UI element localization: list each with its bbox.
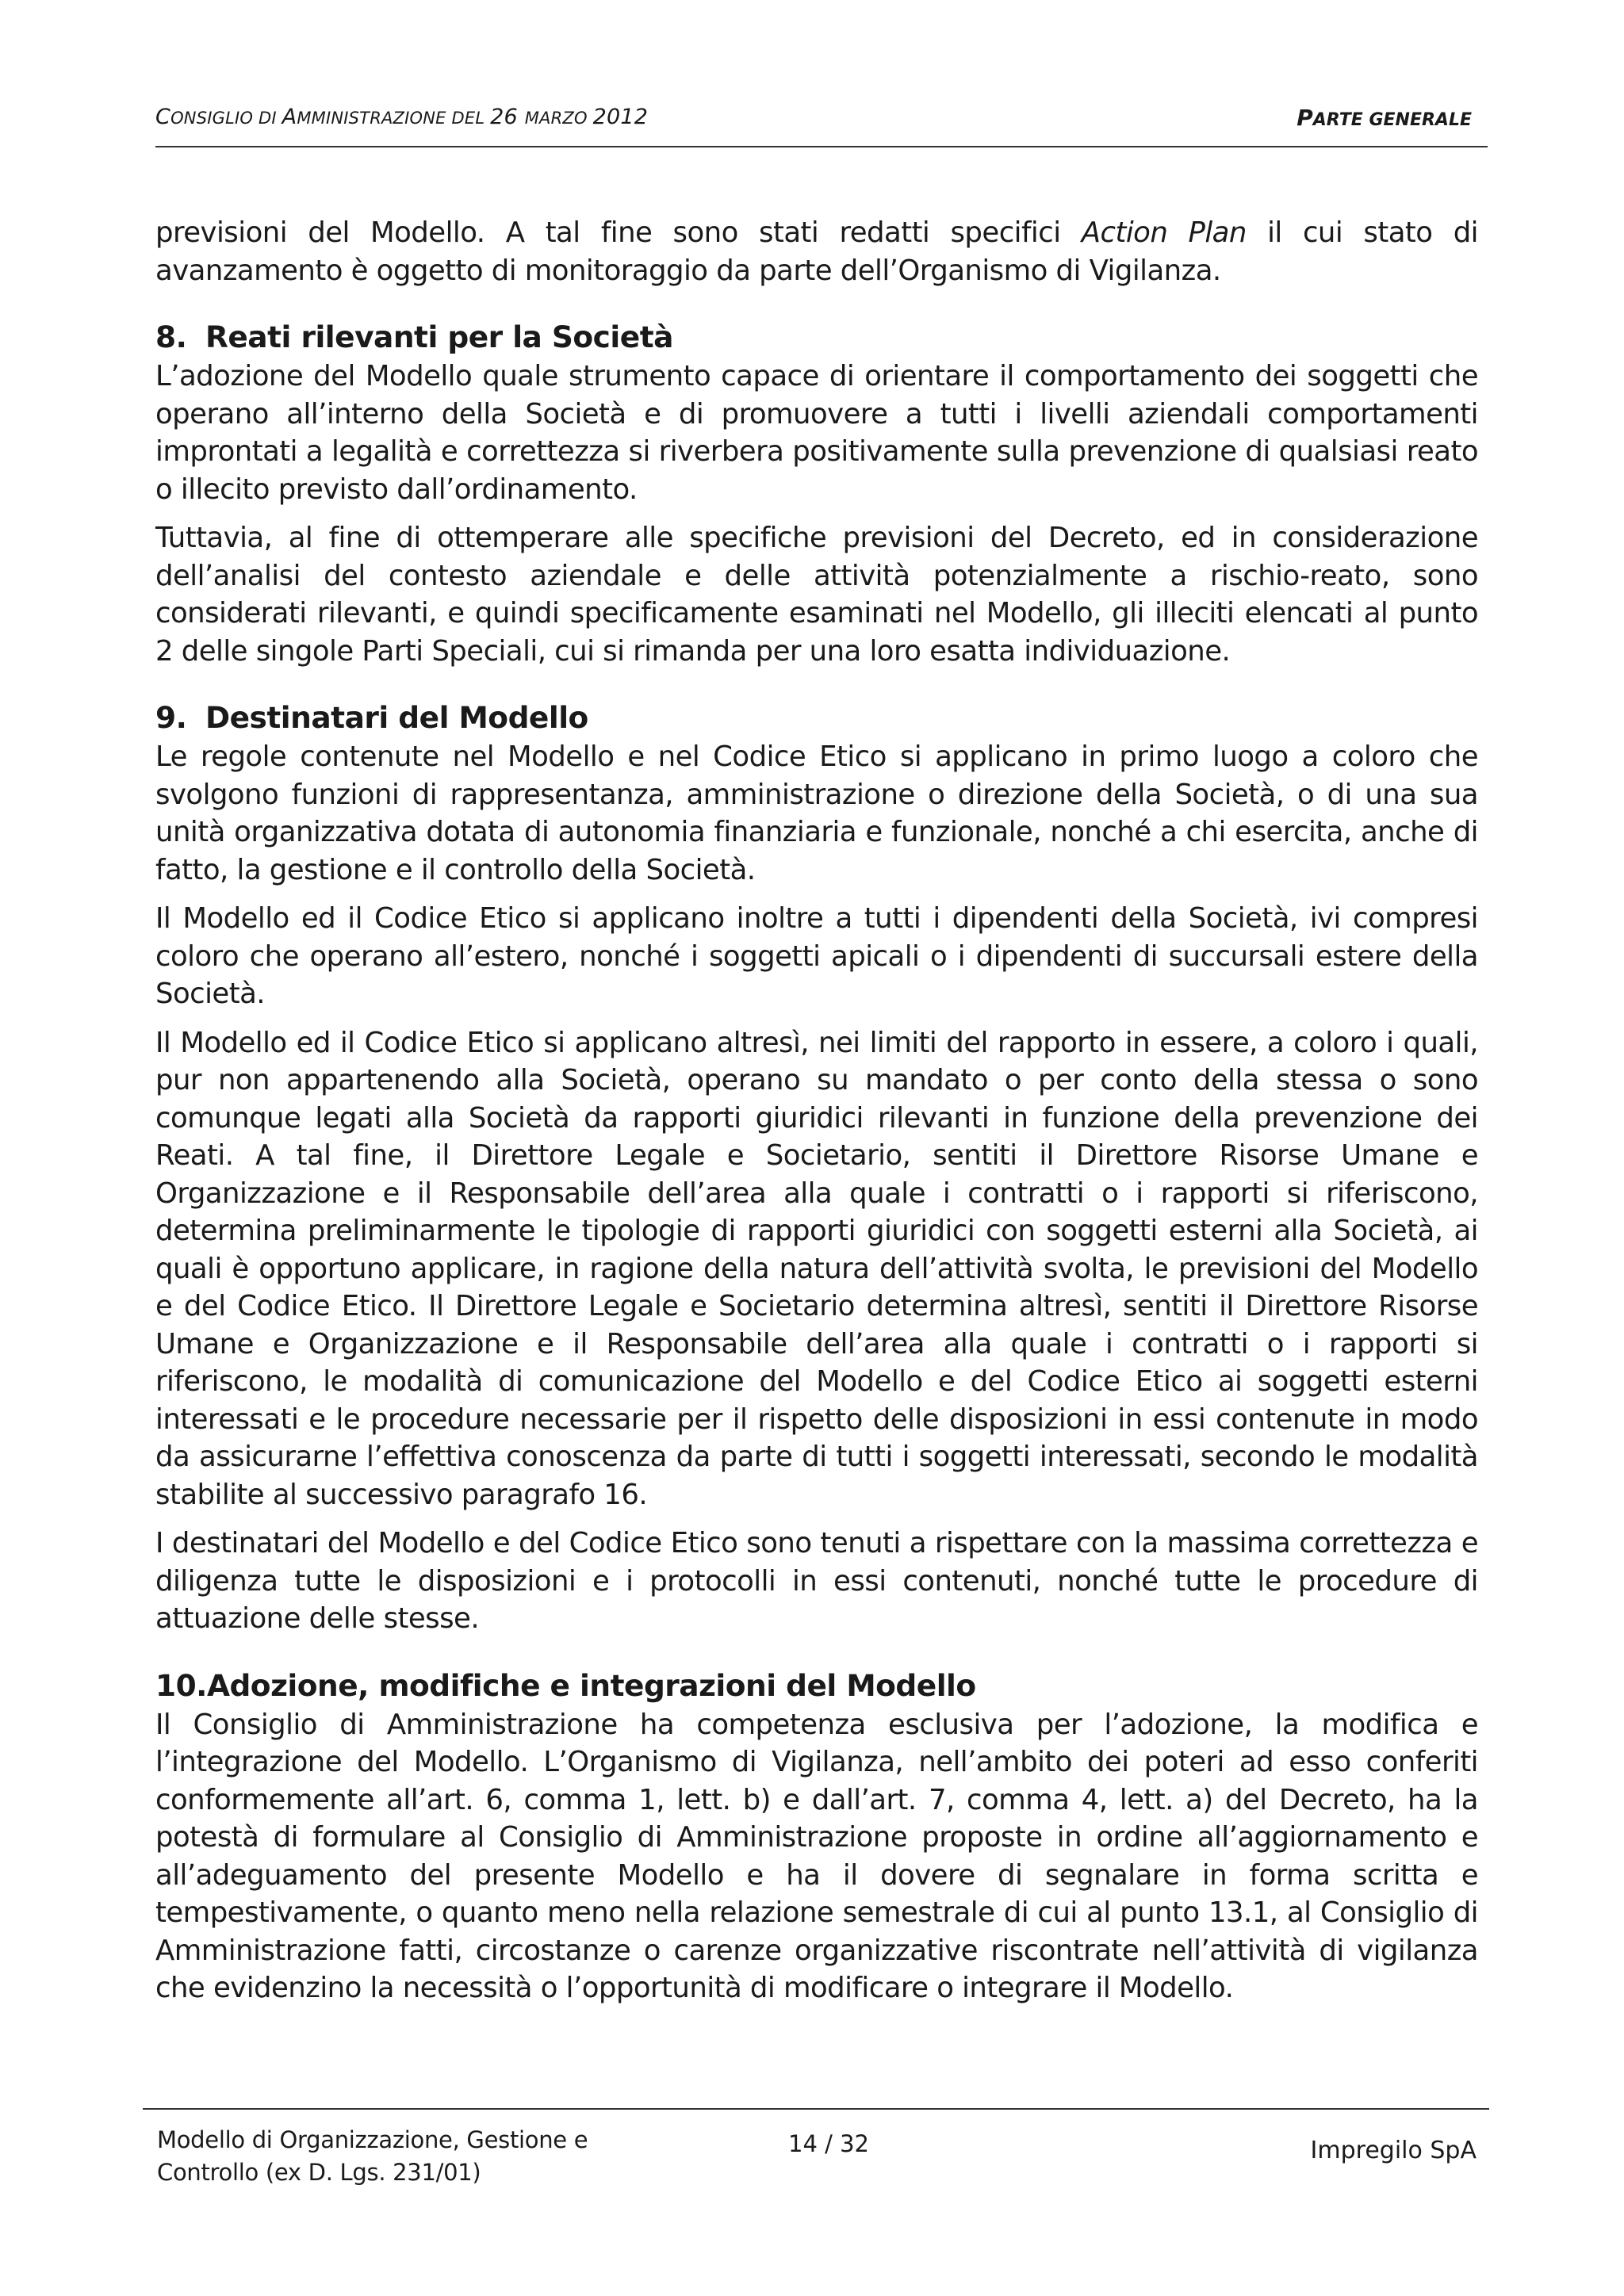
page-number: 14 / 32 <box>788 2130 870 2157</box>
page-header <box>155 97 1488 147</box>
section-heading-10: 10.Adozione, modifiche e integrazioni del Modello <box>155 1667 976 1703</box>
paragraph: Il Consiglio di Amministrazione ha competenza esclusiva per l’adozione, la modifica e l’integrazione del Modello. L’Organismo di Vigilanza, nell’ambito dei poteri ad esso conferiti conformemente all’art. 6, comma 1, lett. b) e dall’art. 7, comma 4, lett. a) del Decreto, ha la potestà di formulare al Consiglio di Amministrazione proposte in ordine all’aggiornamento e all’adeguamento del presente Modello e ha il dovere di segnalare in forma scritta e tempestivamente, o quanto meno nella relazione semestrale di cui al punto 13.1, al Consiglio di Amministrazione fatti, circostanze o carenze organizzative riscontrate nell’attività di vigilanza che evidenzino la necessità o l’opportunità di modificare o integrare il Modello. <box>155 1708 1478 2004</box>
paragraph: Le regole contenute nel Modello e nel Codice Etico si applicano in primo luogo a coloro che svolgono funzioni di rappresentanza, amministrazione o direzione della Società, o di una sua unità organizzativa dotata di autonomia finanziaria e funzionale, nonché a chi esercita, anche di fatto, la gestione e il controllo della Società. <box>155 740 1478 886</box>
section-heading-9: 9. Destinatari del Modello <box>155 700 588 735</box>
footer-document-title: Modello di Organizzazione, Gestione e Controllo (ex D. Lgs. 231/01) <box>157 2126 588 2186</box>
intro-paragraph: previsioni del Modello. A tal fine sono stati redatti specifici Action Plan il cui stato di avanzamento è oggetto di monitoraggio da parte dell’Organismo di Vigilanza. <box>155 216 1478 287</box>
paragraph: Il Modello ed il Codice Etico si applicano inoltre a tutti i dipendenti della Società, ivi compresi coloro che operano all’estero, nonché i soggetti apicali o i dipendenti di succursali estere della Società. <box>155 902 1478 1010</box>
section-heading-8: 8. Reati rilevanti per la Società <box>155 320 673 354</box>
page-footer <box>143 2108 1489 2205</box>
footer-company: Impregilo SpA <box>1310 2137 1477 2164</box>
paragraph: L’adozione del Modello quale strumento capace di orientare il comportamento dei soggetti che operano all’interno della Società e di promuovere a tutti i livelli aziendali comportamenti improntati a legalità e correttezza si riverbera positivamente sulla prevenzione di qualsiasi reato o illecito previsto dall’ordinamento. <box>155 360 1478 506</box>
paragraph: Il Modello ed il Codice Etico si applicano altresì, nei limiti del rapporto in essere, a coloro i quali, pur non appartenendo alla Società, operano su mandato o per conto della stessa o sono comunque legati alla Società da rapporti giuridici rilevanti in funzione della prevenzione dei Reati. A tal fine, il Direttore Legale e Societario, sentiti il Direttore Risorse Umane e Organizzazione e il Responsabile dell’area alla quale i contratti o i rapporti si riferiscono, determina preliminarmente le tipologie di rapporti giuridici con soggetti esterni alla Società, ai quali è opportuno applicare, in ragione della natura dell’attività svolta, le previsioni del Modello e del Codice Etico. Il Direttore Legale e Societario determina altresì, sentiti il Direttore Risorse Umane e Organizzazione e il Responsabile dell’area alla quale i contratti o i rapporti si riferiscono, le modalità di comunicazione del Modello e del Codice Etico ai soggetti esterni interessati e le procedure necessarie per il rispetto delle disposizioni in essi contenute in modo da assicurarne l’effettiva conoscenza da parte di tutti i soggetti interessati, secondo le modalità stabilite al successivo paragrafo 16. <box>155 1026 1478 1511</box>
header-section-title: PARTE GENERALE <box>1297 105 1472 131</box>
header-meeting-title: CONSIGLIO DI AMMINISTRAZIONE DEL 26 MARZO 2012 <box>155 105 649 129</box>
paragraph: Tuttavia, al fine di ottemperare alle specifiche previsioni del Decreto, ed in considerazione dell’analisi del contesto aziendale e delle attività potenzialmente a rischio-reato, sono considerati rilevanti, e quindi specificamente esaminati nel Modello, gli illeciti elencati al punto 2 delle singole Parti Speciali, cui si rimanda per una loro esatta individuazione. <box>155 522 1478 668</box>
paragraph: I destinatari del Modello e del Codice Etico sono tenuti a rispettare con la massima correttezza e diligenza tutte le disposizioni e i protocolli in essi contenuti, nonché tutte le procedure di attuazione delle stesse. <box>155 1527 1478 1635</box>
document-body <box>155 214 1478 2019</box>
